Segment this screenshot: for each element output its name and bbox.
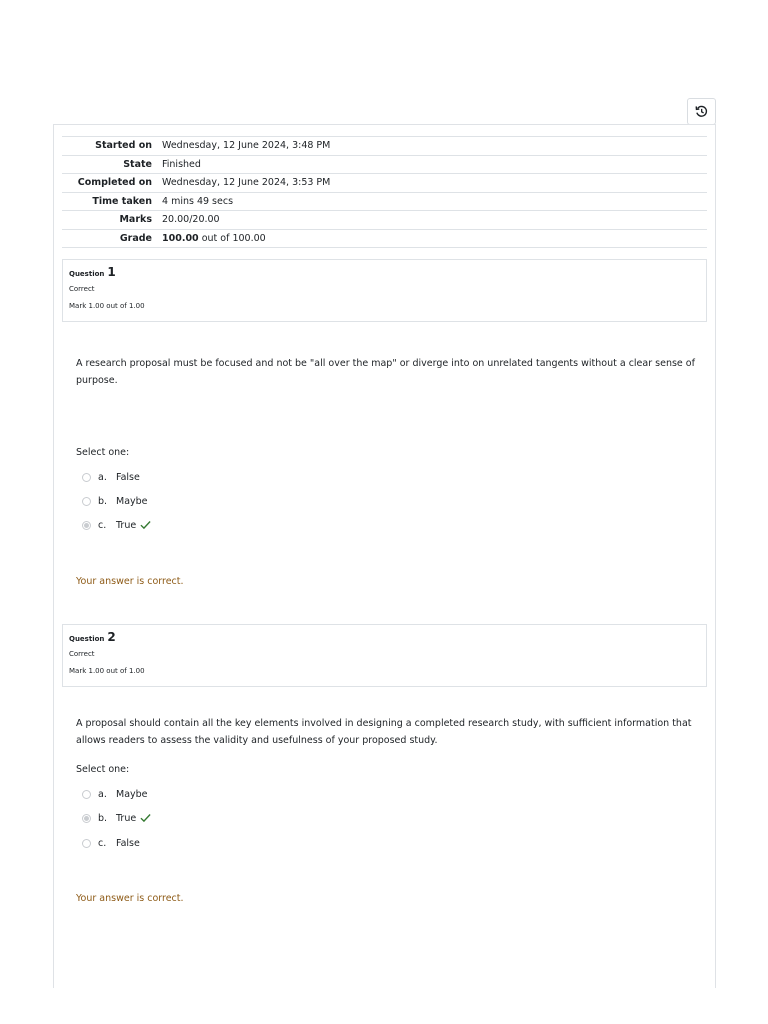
grade-out-of: out of 100.00 <box>198 232 266 244</box>
summary-row-marks <box>62 211 707 230</box>
radio-button[interactable] <box>82 497 91 506</box>
question-1-text: A research proposal must be focused and not be "all over the map" or diverge into on unrelated tangents without a clear sense of purpose. <box>76 358 695 386</box>
question-prefix: Question <box>69 635 105 643</box>
summary-value: 20.00/20.00 <box>162 214 220 226</box>
option-letter: c. <box>98 519 107 531</box>
radio-button[interactable] <box>82 790 91 799</box>
summary-row-grade <box>62 229 707 248</box>
page-frame <box>53 124 716 988</box>
radio-button[interactable] <box>82 839 91 848</box>
option-text: False <box>116 837 140 849</box>
question-1-option-b[interactable] <box>82 494 148 508</box>
summary-row-time-taken <box>62 192 707 211</box>
check-icon <box>140 813 151 823</box>
summary-value: Finished <box>162 158 201 170</box>
option-text: True <box>116 519 137 531</box>
question-1-option-c[interactable] <box>82 518 151 532</box>
question-number-value: 1 <box>107 265 116 279</box>
summary-value: 4 mins 49 secs <box>162 195 234 207</box>
summary-label: Grade <box>119 232 152 244</box>
question-2-prompt: Select one: <box>76 764 130 775</box>
option-text: Maybe <box>116 788 148 800</box>
option-letter: b. <box>98 495 108 507</box>
radio-button-selected[interactable] <box>82 521 91 530</box>
question-mark: Mark 1.00 out of 1.00 <box>69 301 145 310</box>
summary-row-completed <box>62 174 707 193</box>
option-letter: b. <box>98 812 108 824</box>
summary-label: Completed on <box>77 177 152 189</box>
summary-value <box>162 229 707 248</box>
question-number <box>69 266 706 279</box>
question-2-info <box>62 624 707 687</box>
question-1-option-a[interactable] <box>82 470 140 484</box>
question-2-option-b[interactable] <box>82 811 151 825</box>
option-letter: a. <box>98 788 107 800</box>
question-2-option-a[interactable] <box>82 787 148 801</box>
question-1-feedback: Your answer is correct. <box>76 576 184 587</box>
summary-value: Wednesday, 12 June 2024, 3:48 PM <box>162 140 331 152</box>
question-number-value: 2 <box>107 630 116 644</box>
summary-row-state <box>62 155 707 174</box>
radio-button[interactable] <box>82 473 91 482</box>
summary-label: Marks <box>119 214 152 226</box>
radio-button-selected[interactable] <box>82 814 91 823</box>
question-2-option-c[interactable] <box>82 836 140 850</box>
attempt-summary-table <box>62 136 707 248</box>
summary-label: State <box>123 158 152 170</box>
option-letter: c. <box>98 837 107 849</box>
summary-label: Time taken <box>92 195 152 207</box>
option-text: False <box>116 471 140 483</box>
summary-row-started <box>62 137 707 156</box>
question-1-prompt: Select one: <box>76 447 130 458</box>
option-text: True <box>116 812 137 824</box>
option-letter: a. <box>98 471 107 483</box>
option-text: Maybe <box>116 495 148 507</box>
question-prefix: Question <box>69 270 105 278</box>
question-2-text: A proposal should contain all the key elements involved in designing a completed research study, with sufficient information that allows readers to assess the validity and usefulness of your proposed study. <box>76 718 692 746</box>
question-2-feedback: Your answer is correct. <box>76 893 184 904</box>
grade-value: 100.00 <box>162 232 199 244</box>
check-icon <box>140 520 151 530</box>
summary-value: Wednesday, 12 June 2024, 3:53 PM <box>162 177 331 189</box>
history-icon <box>695 105 708 118</box>
summary-label: Started on <box>95 140 152 152</box>
question-number <box>69 631 706 644</box>
question-mark: Mark 1.00 out of 1.00 <box>69 666 145 675</box>
question-state: Correct <box>69 285 95 294</box>
question-state: Correct <box>69 650 95 659</box>
history-button[interactable] <box>687 98 716 125</box>
question-1-info <box>62 259 707 322</box>
